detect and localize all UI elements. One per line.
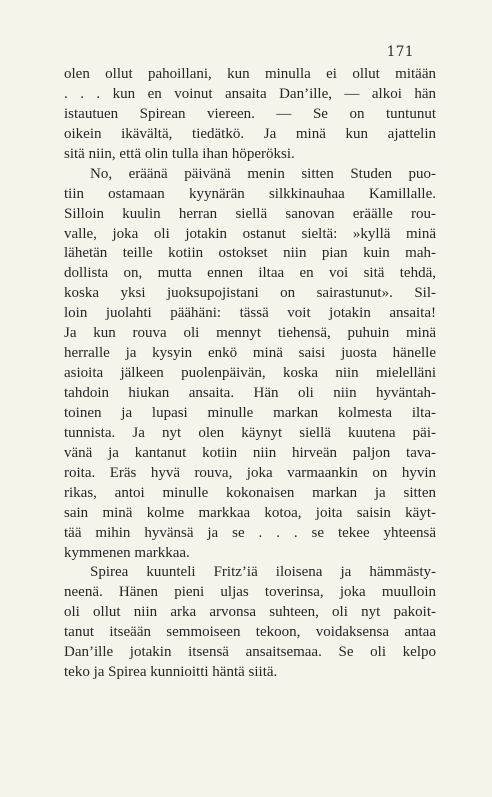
text-line: tiin ostamaan kyynärän silkkinauhaa Kamillalle.	[64, 185, 436, 202]
text-line: kymmenen markkaa.	[64, 544, 190, 561]
text-line: lähetän teille kotiin ostokset niin pian kuin mah-	[64, 245, 436, 262]
text-line: tanut itseään semmoiseen tekoon, voidaksensa antaa	[64, 624, 436, 641]
text-line: dollista on, mutta ennen iltaa en voi sitä tehdä,	[64, 265, 436, 282]
text-line: oikein ikävältä, tiedätkö. Ja minä kun ajattelin	[64, 125, 436, 142]
text-line: toinen ja lupasi minulle markan kolmesta ilta-	[64, 404, 436, 421]
text-line: asioita jälkeen puolenpäivän, koska niin mielelläni	[64, 365, 436, 382]
text-line: valle, joka oli jotakin ostanut sieltä: »kyllä minä	[64, 225, 436, 242]
page-number: 171	[386, 44, 414, 60]
text-line: tää mihin hyvänsä ja se . . . se tekee yhteensä	[64, 524, 436, 541]
text-line: No, eräänä päivänä menin sitten Studen puo-	[90, 165, 436, 182]
text-line: . . . kun en voinut ansaita Dan’ille, — alkoi hän	[64, 85, 436, 102]
text-line: Silloin kuulin herran siellä sanovan eräälle rou-	[64, 205, 436, 222]
text-line: koska yksi juoksupojistani on sairastunut». Sil-	[64, 285, 436, 302]
text-line: tahdoin hiukan ansaita. Hän oli niin hyväntah-	[64, 385, 436, 401]
text-line: teko ja Spirea kunnioitti häntä siitä.	[64, 664, 278, 681]
text-line: roita. Eräs hyvä rouva, joka varmaankin on hyvin	[64, 464, 436, 481]
text-line: Spirea kuunteli Fritz’iä iloisena ja hämmästy-	[90, 564, 436, 581]
text-line: oli ollut niin arka arvonsa suhteen, oli nyt pakoit-	[64, 604, 436, 621]
body-text	[64, 65, 436, 683]
text-line: loin juolahti päähäni: tässä voit jotakin ansaita!	[64, 305, 436, 322]
text-line: Ja kun rouva oli mennyt tiehensä, puhuin minä	[64, 325, 436, 342]
text-line: vänä ja kantanut kotiin niin hirveän paljon tava-	[64, 444, 436, 461]
text-line: tunnista. Ja nyt olen käynyt siellä kuutena päi-	[64, 424, 436, 441]
text-line: Dan’ille jotakin itsensä ansaitsemaa. Se oli kelpo	[64, 644, 436, 661]
text-line: rikas, antoi minulle kokonaisen markan ja sitten	[64, 484, 436, 501]
text-line: neenä. Hänen pieni uljas toverinsa, joka muulloin	[64, 584, 436, 601]
text-line: sitä niin, että olin tulla ihan höperöksi.	[64, 145, 295, 162]
text-line: herralle ja kysyin enkö minä saisi juosta hänelle	[64, 345, 436, 362]
text-line: olen ollut pahoillani, kun minulla ei ollut mitään	[64, 66, 436, 82]
text-line: istautuen Spirean viereen. — Se on tuntunut	[64, 105, 436, 122]
text-line: sain minä kolme markkaa kotoa, joita saisin käyt-	[64, 504, 436, 521]
